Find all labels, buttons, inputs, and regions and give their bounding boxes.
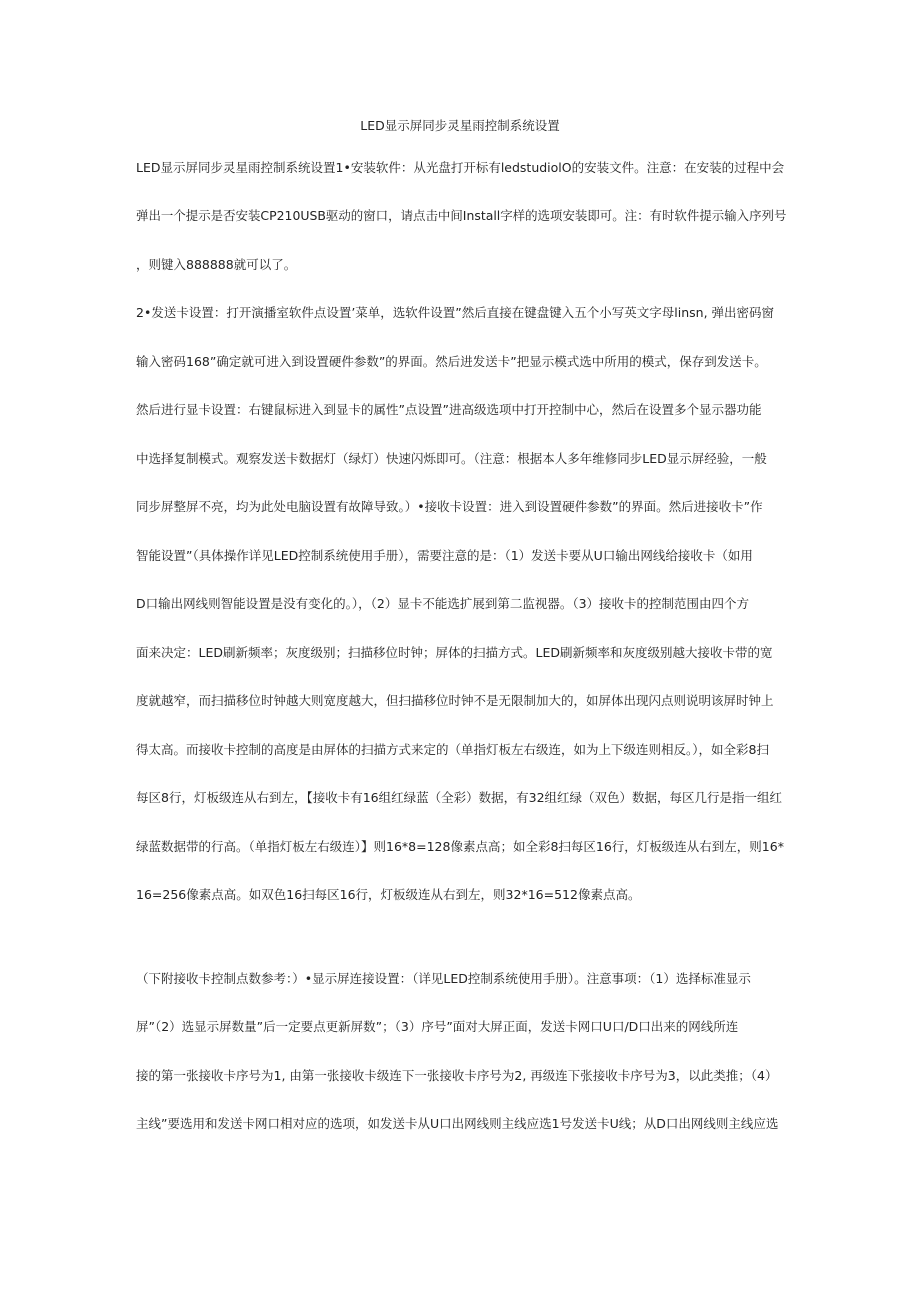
body-line-12: 度就越窄，而扫描移位时钟越大则宽度越大，但扫描移位时钟不是无限制加大的，如屏体出现闪点则说明该屏时钟上 xyxy=(136,693,774,708)
body-line-1: LED显示屏同步灵星雨控制系统设置1•安装软件：从光盘打开标有ledstudiolO的安装文件。注意：在安装的过程中会 xyxy=(136,160,785,175)
body-line-10: D口输出网线则智能设置是没有变化的。），（2）显卡不能选扩展到第二监视器。（3）接收卡的控制范围由四个方 xyxy=(136,596,750,611)
body-line-18: 屏”（2）选显示屏数量”后一定要点更新屏数”；（3）序号”面对大屏正面，发送卡网口U口/D口出来的网线所连 xyxy=(136,1019,739,1034)
body-line-2: 弹出一个提示是否安装CP210USB驱动的窗口，请点击中间Install字样的选项安装即可。注：有时软件提示输入序列号 xyxy=(136,208,787,223)
body-line-8: 同步屏整屏不亮，均为此处电脑设置有故障导致。）•接收卡设置：进入到设置硬件参数”的界面。然后进接收卡”作 xyxy=(136,499,763,514)
body-line-14: 每区8行，灯板级连从右到左，【接收卡有16组红绿蓝（全彩）数据，有32组红绿（双色）数据，每区几行是指一组红 xyxy=(136,790,783,805)
body-line-13: 得太高。而接收卡控制的高度是由屏体的扫描方式来定的（单指灯板左右级连，如为上下级连则相反。），如全彩8扫 xyxy=(136,742,769,757)
body-line-19: 接的第一张接收卡序号为1, 由第一张接收卡级连下一张接收卡序号为2, 再级连下张接收卡序号为3，以此类推；（4） xyxy=(136,1068,778,1083)
body-line-11: 面来决定：LED刷新频率；灰度级别；扫描移位时钟；屏体的扫描方式。LED刷新频率和灰度级别越大接收卡带的宽 xyxy=(136,645,773,660)
body-line-7: 中选择复制模式。观察发送卡数据灯（绿灯）快速闪烁即可。（注意：根据本人多年维修同步LED显示屏经验，一般 xyxy=(136,451,767,466)
body-line-4: 2•发送卡设置：打开演播室软件点设置’菜单，选软件设置”然后直接在键盘键入五个小写英文字母linsn, 弹出密码窗 xyxy=(136,305,775,320)
body-line-9: 智能设置”（具体操作详见LED控制系统使用手册），需要注意的是：（1）发送卡要从U口输出网线给接收卡（如用 xyxy=(136,548,753,563)
body-line-15: 绿蓝数据带的行高。（单指灯板左右级连）】则16*8=128像素点高；如全彩8扫每区16行，灯板级连从右到左，则16* xyxy=(136,839,784,854)
document-title: LED显示屏同步灵星雨控制系统设置 xyxy=(360,118,560,133)
body-line-3: ，则键入888888就可以了。 xyxy=(136,257,297,272)
body-line-20: 主线”要选用和发送卡网口相对应的选项，如发送卡从U口出网线则主线应选1号发送卡U线；从D口出网线则主线应选 xyxy=(136,1116,779,1131)
body-line-5: 输入密码168”确定就可进入到设置硬件参数”的界面。然后进发送卡”把显示模式选中所用的模式，保存到发送卡。 xyxy=(136,354,767,369)
body-line-17: （下附接收卡控制点数参考：）•显示屏连接设置：（详见LED控制系统使用手册）。注意事项：（1）选择标准显示 xyxy=(136,971,751,986)
body-line-16: 16=256像素点高。如双色16扫每区16行，灯板级连从右到左，则32*16=512像素点高。 xyxy=(136,887,641,902)
body-line-6: 然后进行显卡设置：右键鼠标进入到显卡的属性”点设置”进高级选项中打开控制中心，然后在设置多个显示器功能 xyxy=(136,402,762,417)
